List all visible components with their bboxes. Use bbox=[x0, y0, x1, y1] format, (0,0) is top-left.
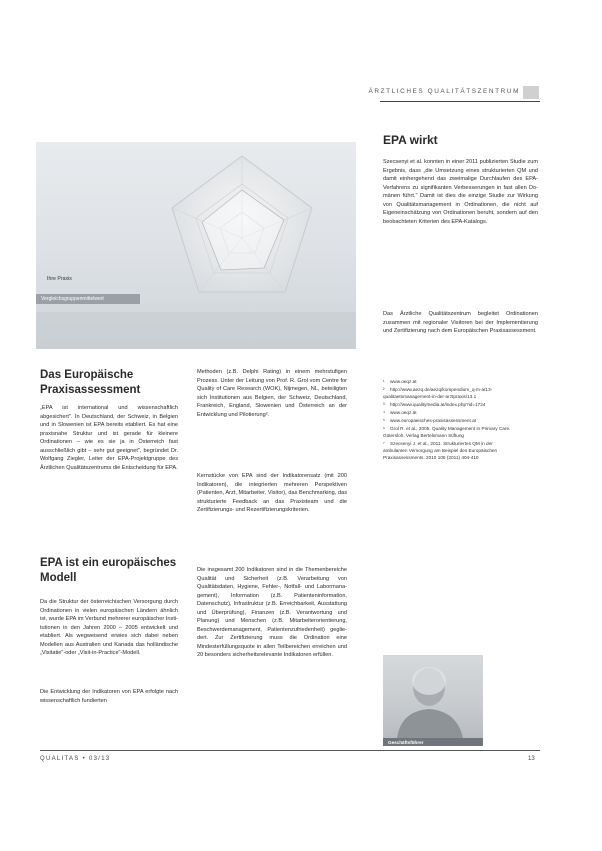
header-page-tab bbox=[523, 86, 539, 99]
footnote-number: ⁵ bbox=[383, 418, 385, 423]
footnote-text: www.oeqz.at bbox=[390, 410, 417, 415]
radar-figure bbox=[36, 142, 356, 349]
col2-paragraph-3: Die insgesamt 200 Indikatoren sind in die Themenbereiche Qualität und Sicherheit (z.B. Verarbeitung von Qualitätsdaten, Hygiene, Fehler-, Notfall- und Labormanagement), Information (z.B. Patienteninformation, Datenschutz), Infrastruktur (z.B. Erreichbarkeit, Ausstattung und Überprüfung), Finanzen (z.B. Verantwortung und Planung) und Menschen (z.B. Mitarbeiterorientierung, Beschwerdemanagement, Patientenzufriedenheit) gegliedert. Zur Zertifizierung muss die Ordination eine Mindesterfüllungsquote in allen Teilbereichen erreichen und 20 besonders sicherheitsrelevante Indikatoren erfüllen. bbox=[197, 567, 347, 659]
footnote-item bbox=[383, 440, 511, 461]
footnote-text: www.oeqz.at bbox=[390, 379, 417, 384]
photo-caption: Geschäftsführer bbox=[388, 740, 424, 745]
footnote-text: Szecsenyi J. et al., 2011. Strukturiertes QM in der ambulanten Versorgung am Beispiel des Europäischen Praxisassessments. 2010 105 (2011) 404-410 bbox=[383, 441, 498, 460]
footnote-item bbox=[383, 409, 511, 416]
footnote-item bbox=[383, 386, 511, 400]
legend-label-comparison: Vergleichsgruppenmittelwert bbox=[36, 294, 140, 304]
portrait-photo bbox=[383, 655, 483, 738]
footer-publication: QUALITAS • 03/13 bbox=[40, 756, 111, 762]
footnote-item bbox=[383, 401, 511, 408]
footnote-text: Grol R. et al., 2005. Quality Management in Primary Care. Gütersloh, Verlag Bertelsmann Stiftung bbox=[383, 426, 511, 438]
footnote-number: ⁷ bbox=[383, 441, 385, 446]
footnote-number: ³ bbox=[383, 402, 385, 407]
footnote-number: ⁴ bbox=[383, 410, 386, 415]
radar-chart-graphic bbox=[36, 142, 356, 349]
footnote-item bbox=[383, 425, 511, 439]
col3-paragraph-2: Das Ärztliche Qualitätszentrum begleitet Ordinationen zusammen mit regionaler Visitoren bei der Implementierung und Zertifizierung nach dem Europäischen Praxisassessment. bbox=[383, 311, 538, 335]
person-silhouette-icon bbox=[383, 655, 483, 738]
footnote-number: ¹ bbox=[383, 379, 385, 384]
footer-rule bbox=[40, 750, 540, 751]
col3-paragraph-1: Szecsenyi et al. konnten in einer 2011 publizierten Studie zum Ergebnis, dass „die Umsetzung eines strukturierten QM und damit einhergehend das zweimalige Durchlaufen des EPA-Verfahrens zu signifikanten Verbesserungen in fast allen Domänen führt." Damit ist dies die einzige Studie zur Wirkung von Qualitätsmanagement in Ordinationen, die nicht auf Eigeneinschätzung von Ordinationen beruht, sondern auf den beobachteten Kriterien des EPA-Katalogs. bbox=[383, 159, 538, 225]
footnote-number: ² bbox=[383, 387, 385, 392]
col2-paragraph-1: Methoden (z.B. Delphi Rating) in einem mehrstufigen Prozess. Unter der Leitung von Prof. R. Grol vom Centre for Quality of Care Research (WOK), Nijmegen, NL, beteiligten sich Institutionen aus Belgien, der Schweiz, Deutschland, Frankreich, England, Slowenien und Österreich an der Entwicklung und Pilotierung². bbox=[197, 369, 347, 418]
footnote-text: http://www.qualitymedia.at/index.php?id=1724 bbox=[390, 402, 486, 407]
footnote-text: www.europaeisches-praxisassessment.at bbox=[390, 418, 476, 423]
heading-epa-works: EPA wirkt bbox=[383, 133, 438, 147]
footnote-item bbox=[383, 417, 511, 424]
col1-paragraph-2: Da die Struktur der österreichischen Versorgung durch Ordinationen in vielen europäischen Ländern ähnlich ist, wurde EPA im Verbund mehrerer europäischer Institutionen in den Jahren 2000 – 2005 entwickelt und etabliert. Als wegweisend erwies sich dabei neben Modellen aus Australien und Kanada das holländische „Visitatie"-oder „Visit-in-Practice"-Modell. bbox=[40, 599, 178, 657]
footnote-number: ⁶ bbox=[383, 426, 385, 431]
col1-paragraph-1: „EPA ist international und wissenschaftlich abgesichert". In Deutschland, der Schweiz, in Belgien und in Slowenien ist EPA bereits etabliert. Es hat eine praxisnahe Struktur und ist gerade für kleinere Ordinationen – wie es sie ja in Österreich fast ausschließlich gibt – sehr gut geeignet", begründet Dr. Wolfgang Ziegler, Leiter der EPA-Projektgruppe des Ärztlichen Qualitätszentrums die Entscheidung für EPA. bbox=[40, 405, 178, 471]
heading-european-practice-assessment: Das Europäische Praxisassessment bbox=[40, 369, 141, 396]
header-rule bbox=[380, 101, 540, 102]
heading-epa-european-model: EPA ist ein europäisches Modell bbox=[40, 557, 177, 584]
page-number: 13 bbox=[528, 756, 535, 762]
legend-label-practice: Ihre Praxis bbox=[47, 276, 72, 282]
section-header: ÄRZTLICHES QUALITÄTSZENTRUM bbox=[368, 88, 520, 95]
footnote-list bbox=[383, 378, 511, 462]
footnote-item bbox=[383, 378, 511, 385]
footnote-text: http://www.aezq.de/aezq/kompendium_q-m-a/13-qualitaetsmanagement-in-der-arztpraxis/13.1 bbox=[383, 387, 493, 399]
col2-paragraph-2: Kernstücke von EPA sind der Indikatorensatz (mit 200 Indikatoren), die integrierten mehreren Perspektiven (Patienten, Arzt, Mitarbeiter, Visitor), das Benchmarking, das strukturierte Feedback an das Praxisteam und die Zertifizierungs- und Rezertifizierungskriterien. bbox=[197, 473, 347, 514]
col1-paragraph-3: Die Entwicklung der Indikatoren von EPA erfolgte nach wissenschaftlich fundierten bbox=[40, 689, 178, 704]
